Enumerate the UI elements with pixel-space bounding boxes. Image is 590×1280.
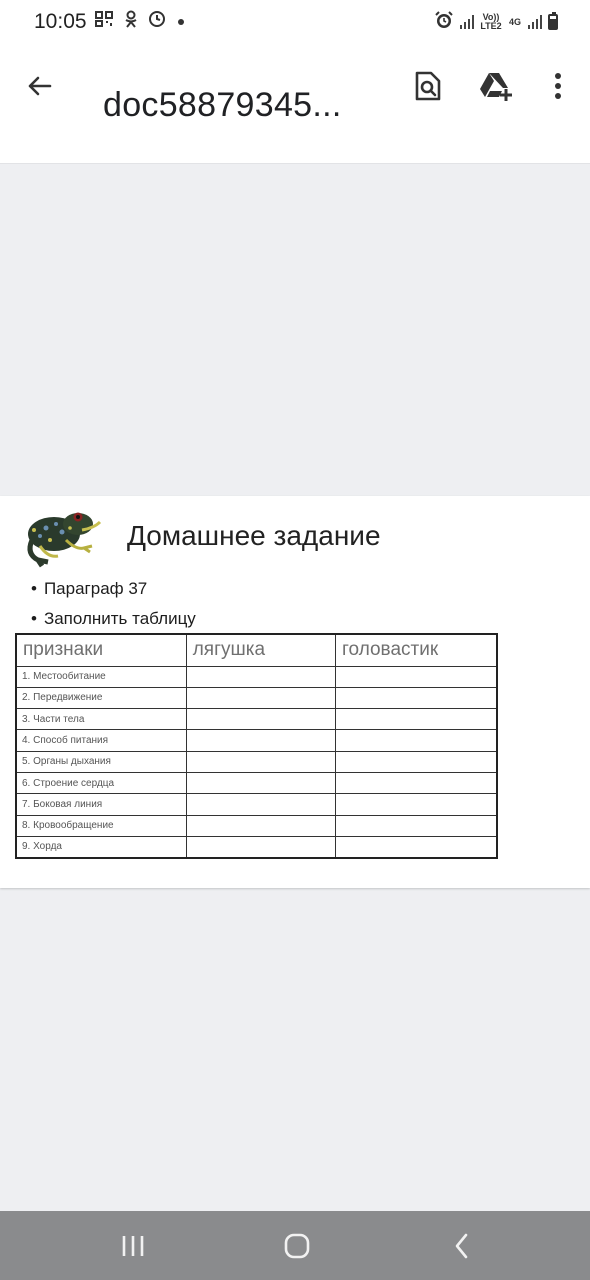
table-row	[16, 709, 497, 730]
status-left-icons	[95, 12, 185, 32]
row-label: 6. Строение сердца	[16, 772, 186, 793]
empty-cell	[186, 730, 335, 751]
empty-cell	[336, 836, 497, 857]
system-back-button[interactable]	[442, 1228, 482, 1264]
empty-cell	[186, 709, 335, 730]
status-right-icons	[434, 10, 558, 34]
row-label: 1. Местообитание	[16, 666, 186, 687]
empty-cell	[336, 794, 497, 815]
header-cell-frog: лягушка	[186, 634, 335, 666]
back-arrow-icon	[22, 68, 58, 104]
empty-cell	[336, 709, 497, 730]
row-label: 7. Боковая линия	[16, 794, 186, 815]
row-label: 9. Хорда	[16, 836, 186, 857]
row-label: 2. Передвижение	[16, 687, 186, 708]
row-label: 8. Кровообращение	[16, 815, 186, 836]
empty-cell	[336, 687, 497, 708]
empty-cell	[186, 751, 335, 772]
recents-icon	[120, 1234, 146, 1258]
app-bar	[0, 44, 590, 164]
header-cell-features: признаки	[16, 634, 186, 666]
slide-title: Домашнее задание	[127, 520, 381, 551]
signal-icon-2	[528, 15, 542, 29]
drive-add-icon	[479, 71, 513, 101]
home-icon	[283, 1232, 311, 1260]
table-row	[16, 751, 497, 772]
header-cell-tadpole: головастик	[336, 634, 497, 666]
empty-cell	[336, 730, 497, 751]
empty-cell	[186, 815, 335, 836]
empty-cell	[336, 815, 497, 836]
empty-cell	[186, 666, 335, 687]
battery-icon	[548, 14, 558, 30]
back-icon	[453, 1232, 471, 1260]
empty-cell	[336, 751, 497, 772]
qr-icon	[95, 11, 113, 33]
empty-cell	[336, 666, 497, 687]
ok-icon	[125, 10, 137, 34]
recents-button[interactable]	[113, 1228, 153, 1264]
signal-icon	[460, 15, 474, 29]
volte-icon: Vo)) LTE2	[480, 12, 502, 31]
table-row	[16, 687, 497, 708]
dot-icon	[177, 12, 185, 32]
home-button[interactable]	[277, 1228, 317, 1264]
shield-icon	[149, 10, 165, 34]
document-title: doc58879345...	[103, 86, 342, 124]
empty-cell	[336, 772, 497, 793]
frog-image	[18, 502, 104, 568]
table-row	[16, 730, 497, 751]
table-row	[16, 666, 497, 687]
more-options-button[interactable]	[540, 68, 576, 104]
empty-cell	[186, 687, 335, 708]
row-label: 5. Органы дыхания	[16, 751, 186, 772]
table-row	[16, 794, 497, 815]
doc-search-icon	[414, 70, 442, 102]
document-page[interactable]	[0, 496, 590, 888]
row-label: 4. Способ питания	[16, 730, 186, 751]
empty-cell	[186, 772, 335, 793]
table-row	[16, 836, 497, 857]
status-time: 10:05	[34, 10, 87, 33]
status-bar	[0, 0, 590, 44]
empty-cell	[186, 794, 335, 815]
4g-icon: 4G	[508, 16, 521, 27]
row-label: 3. Части тела	[16, 709, 186, 730]
add-to-drive-button[interactable]	[478, 68, 514, 104]
table-row	[16, 772, 497, 793]
bullet-list	[31, 576, 196, 636]
table-row	[16, 815, 497, 836]
back-button[interactable]	[22, 68, 58, 104]
empty-cell	[186, 836, 335, 857]
find-in-document-button[interactable]	[410, 68, 446, 104]
alarm-icon	[434, 10, 454, 35]
navigation-bar	[0, 1211, 590, 1280]
more-vert-icon	[554, 72, 562, 100]
bullet-item: • Заполнить таблицу	[31, 606, 196, 636]
table-header-row	[16, 634, 497, 666]
homework-table	[15, 633, 498, 859]
bullet-item: • Параграф 37	[31, 576, 196, 606]
